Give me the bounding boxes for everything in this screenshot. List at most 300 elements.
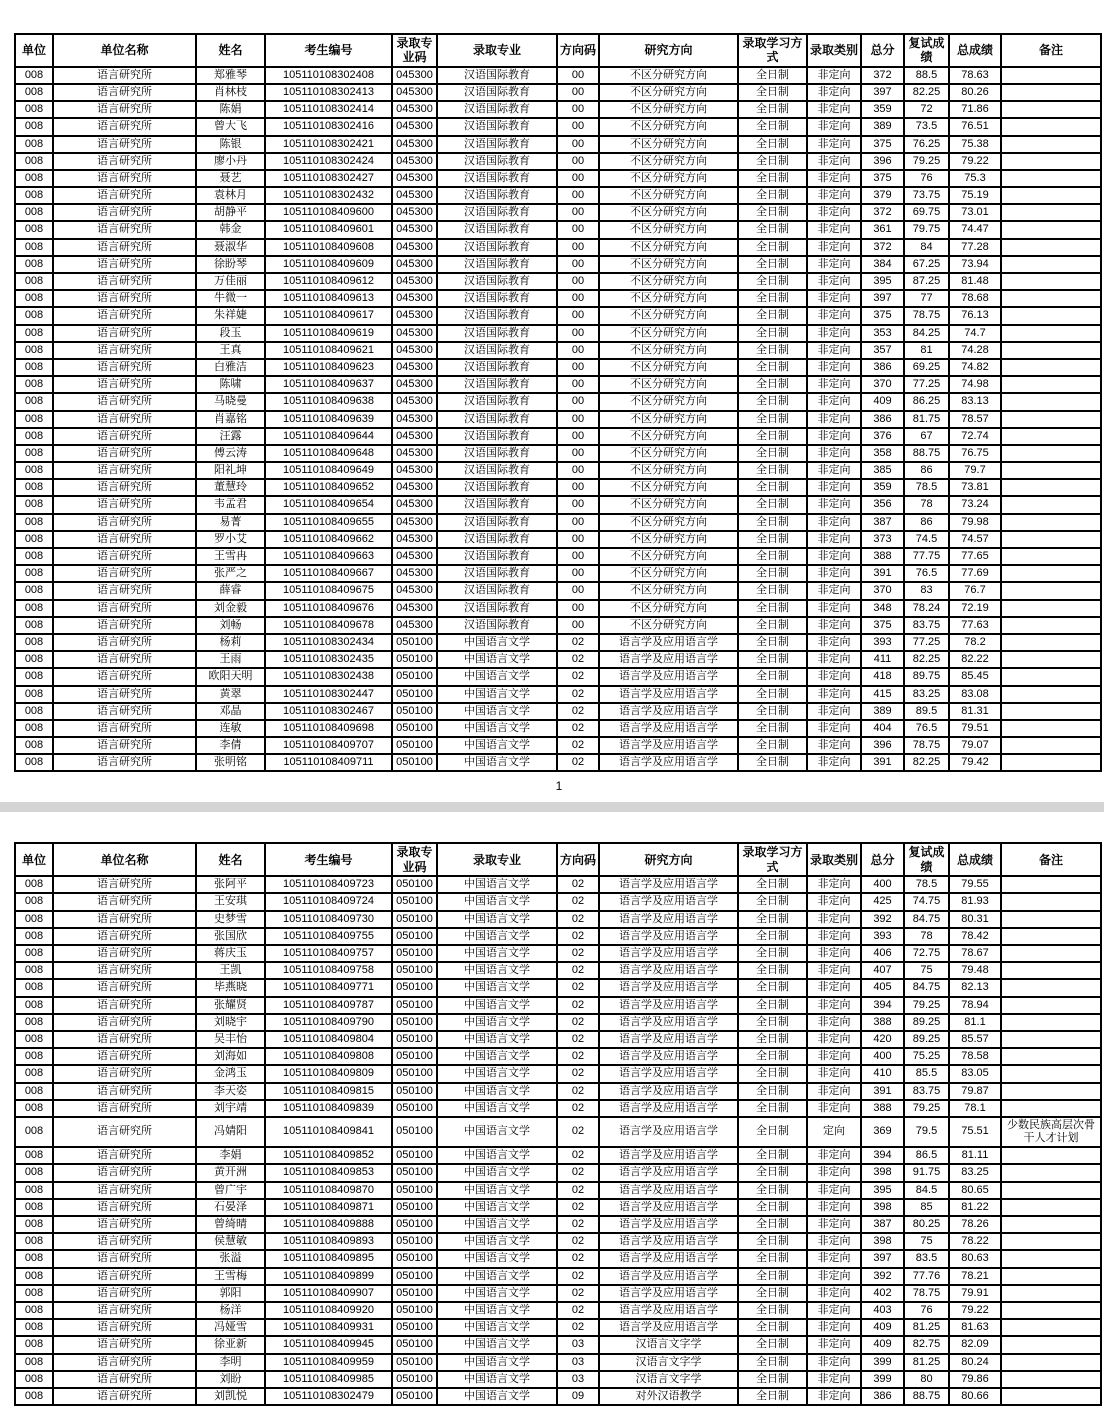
major-code-cell: 050100 xyxy=(392,1285,437,1302)
category-cell: 非定向 xyxy=(807,153,861,170)
candidate-id-cell: 105110108409895 xyxy=(265,1250,392,1267)
final-score-cell: 74.7 xyxy=(949,325,1001,342)
unit-cell: 008 xyxy=(15,411,53,428)
study-mode-cell: 全日制 xyxy=(738,1031,807,1048)
retest-score-cell: 74.75 xyxy=(904,893,949,910)
major-cell: 汉语国际教育 xyxy=(437,273,557,290)
final-score-cell: 73.94 xyxy=(949,256,1001,273)
major-cell: 中国语言文学 xyxy=(437,1388,557,1405)
major-cell: 中国语言文学 xyxy=(437,1014,557,1031)
final-score-cell: 75.38 xyxy=(949,136,1001,153)
major-code-cell: 050100 xyxy=(392,1302,437,1319)
table-row xyxy=(15,479,1101,496)
major-cell: 中国语言文学 xyxy=(437,1117,557,1147)
direction-code-cell: 03 xyxy=(557,1371,599,1388)
research-direction-cell: 语言学及应用语言学 xyxy=(599,1014,738,1031)
total-score-cell: 385 xyxy=(861,462,904,479)
total-score-cell: 386 xyxy=(861,411,904,428)
name-cell: 徐亚新 xyxy=(196,1336,265,1353)
retest-score-cell: 78.75 xyxy=(904,307,949,324)
remark-cell xyxy=(1001,376,1101,393)
research-direction-cell: 不区分研究方向 xyxy=(599,325,738,342)
direction-code-cell: 02 xyxy=(557,928,599,945)
direction-code-cell: 00 xyxy=(557,118,599,135)
remark-cell xyxy=(1001,445,1101,462)
candidate-id-cell: 105110108409652 xyxy=(265,479,392,496)
total-score-cell: 387 xyxy=(861,514,904,531)
research-direction-cell: 不区分研究方向 xyxy=(599,153,738,170)
research-direction-cell: 语言学及应用语言学 xyxy=(599,703,738,720)
header-row xyxy=(15,34,1101,67)
study-mode-cell: 全日制 xyxy=(738,204,807,221)
research-direction-cell: 不区分研究方向 xyxy=(599,582,738,599)
research-direction-cell: 不区分研究方向 xyxy=(599,239,738,256)
major-cell: 汉语国际教育 xyxy=(437,84,557,101)
unit-cell: 008 xyxy=(15,514,53,531)
unit-cell: 008 xyxy=(15,342,53,359)
unit-cell: 008 xyxy=(15,737,53,754)
study-mode-cell: 全日制 xyxy=(738,531,807,548)
retest-score-cell: 67 xyxy=(904,428,949,445)
table-row xyxy=(15,703,1101,720)
unit-name-cell: 语言研究所 xyxy=(53,462,196,479)
remark-cell xyxy=(1001,876,1101,893)
unit-name-cell: 语言研究所 xyxy=(53,1065,196,1082)
final-score-cell: 74.98 xyxy=(949,376,1001,393)
candidate-id-cell: 105110108409649 xyxy=(265,462,392,479)
research-direction-cell: 语言学及应用语言学 xyxy=(599,997,738,1014)
direction-code-cell: 02 xyxy=(557,911,599,928)
unit-name-cell: 语言研究所 xyxy=(53,239,196,256)
research-direction-cell: 语言学及应用语言学 xyxy=(599,686,738,703)
name-cell: 张阿平 xyxy=(196,876,265,893)
direction-code-cell: 00 xyxy=(557,514,599,531)
final-score-cell: 79.98 xyxy=(949,514,1001,531)
table-row xyxy=(15,1117,1101,1147)
study-mode-cell: 全日制 xyxy=(738,256,807,273)
research-direction-cell: 语言学及应用语言学 xyxy=(599,1216,738,1233)
total-score-cell: 375 xyxy=(861,136,904,153)
name-cell: 肖嘉铭 xyxy=(196,411,265,428)
total-score-cell: 396 xyxy=(861,153,904,170)
name-cell: 朱祥婕 xyxy=(196,307,265,324)
final-score-cell: 80.66 xyxy=(949,1388,1001,1405)
unit-cell: 008 xyxy=(15,359,53,376)
name-cell: 段玉 xyxy=(196,325,265,342)
table-row xyxy=(15,496,1101,513)
direction-code-cell: 02 xyxy=(557,634,599,651)
total-score-cell: 397 xyxy=(861,290,904,307)
major-cell: 汉语国际教育 xyxy=(437,359,557,376)
final-score-cell: 78.58 xyxy=(949,1048,1001,1065)
unit-name-cell: 语言研究所 xyxy=(53,634,196,651)
remark-cell xyxy=(1001,1319,1101,1336)
candidate-id-cell: 105110108409893 xyxy=(265,1233,392,1250)
column-header-name: 姓名 xyxy=(196,34,265,67)
retest-score-cell: 77.25 xyxy=(904,634,949,651)
retest-score-cell: 87.25 xyxy=(904,273,949,290)
study-mode-cell: 全日制 xyxy=(738,617,807,634)
major-code-cell: 045300 xyxy=(392,325,437,342)
final-score-cell: 82.09 xyxy=(949,1336,1001,1353)
research-direction-cell: 语言学及应用语言学 xyxy=(599,893,738,910)
name-cell: 傅云涛 xyxy=(196,445,265,462)
final-score-cell: 76.51 xyxy=(949,118,1001,135)
name-cell: 牛微一 xyxy=(196,290,265,307)
major-code-cell: 045300 xyxy=(392,393,437,410)
category-cell: 非定向 xyxy=(807,187,861,204)
name-cell: 杨莉 xyxy=(196,634,265,651)
major-cell: 汉语国际教育 xyxy=(437,307,557,324)
candidate-id-cell: 105110108302432 xyxy=(265,187,392,204)
unit-name-cell: 语言研究所 xyxy=(53,496,196,513)
research-direction-cell: 不区分研究方向 xyxy=(599,359,738,376)
column-header-final-score: 总成绩 xyxy=(949,843,1001,876)
category-cell: 非定向 xyxy=(807,651,861,668)
name-cell: 易菁 xyxy=(196,514,265,531)
final-score-cell: 73.01 xyxy=(949,204,1001,221)
major-code-cell: 045300 xyxy=(392,239,437,256)
major-code-cell: 045300 xyxy=(392,256,437,273)
table-row xyxy=(15,668,1101,685)
column-header-research-direction: 研究方向 xyxy=(599,843,738,876)
major-cell: 中国语言文学 xyxy=(437,1319,557,1336)
unit-cell: 008 xyxy=(15,187,53,204)
candidate-id-cell: 105110108302467 xyxy=(265,703,392,720)
category-cell: 非定向 xyxy=(807,1371,861,1388)
major-cell: 中国语言文学 xyxy=(437,634,557,651)
research-direction-cell: 语言学及应用语言学 xyxy=(599,928,738,945)
major-cell: 中国语言文学 xyxy=(437,1100,557,1117)
unit-name-cell: 语言研究所 xyxy=(53,703,196,720)
study-mode-cell: 全日制 xyxy=(738,170,807,187)
retest-score-cell: 88.75 xyxy=(904,1388,949,1405)
major-code-cell: 050100 xyxy=(392,668,437,685)
retest-score-cell: 79.25 xyxy=(904,153,949,170)
major-code-cell: 045300 xyxy=(392,204,437,221)
remark-cell xyxy=(1001,911,1101,928)
category-cell: 非定向 xyxy=(807,1199,861,1216)
major-cell: 中国语言文学 xyxy=(437,1233,557,1250)
category-cell: 非定向 xyxy=(807,962,861,979)
research-direction-cell: 不区分研究方向 xyxy=(599,376,738,393)
name-cell: 王安琪 xyxy=(196,893,265,910)
direction-code-cell: 00 xyxy=(557,496,599,513)
major-code-cell: 045300 xyxy=(392,582,437,599)
category-cell: 非定向 xyxy=(807,256,861,273)
retest-score-cell: 84.75 xyxy=(904,979,949,996)
retest-score-cell: 84.5 xyxy=(904,1182,949,1199)
retest-score-cell: 78.75 xyxy=(904,1285,949,1302)
remark-cell xyxy=(1001,651,1101,668)
unit-name-cell: 语言研究所 xyxy=(53,290,196,307)
remark-cell xyxy=(1001,754,1101,771)
final-score-cell: 75.51 xyxy=(949,1117,1001,1147)
name-cell: 胡静平 xyxy=(196,204,265,221)
unit-name-cell: 语言研究所 xyxy=(53,1268,196,1285)
retest-score-cell: 78.5 xyxy=(904,479,949,496)
name-cell: 廖小丹 xyxy=(196,153,265,170)
retest-score-cell: 76.25 xyxy=(904,136,949,153)
study-mode-cell: 全日制 xyxy=(738,1388,807,1405)
retest-score-cell: 86.5 xyxy=(904,1147,949,1164)
category-cell: 非定向 xyxy=(807,445,861,462)
name-cell: 陈啸 xyxy=(196,376,265,393)
remark-cell xyxy=(1001,617,1101,634)
candidate-id-cell: 105110108409678 xyxy=(265,617,392,634)
candidate-id-cell: 105110108409638 xyxy=(265,393,392,410)
category-cell: 非定向 xyxy=(807,479,861,496)
major-cell: 汉语国际教育 xyxy=(437,101,557,118)
unit-name-cell: 语言研究所 xyxy=(53,325,196,342)
total-score-cell: 384 xyxy=(861,256,904,273)
final-score-cell: 76.13 xyxy=(949,307,1001,324)
retest-score-cell: 86 xyxy=(904,462,949,479)
study-mode-cell: 全日制 xyxy=(738,928,807,945)
table-row xyxy=(15,962,1101,979)
unit-cell: 008 xyxy=(15,1065,53,1082)
study-mode-cell: 全日制 xyxy=(738,1285,807,1302)
research-direction-cell: 语言学及应用语言学 xyxy=(599,634,738,651)
category-cell: 非定向 xyxy=(807,359,861,376)
direction-code-cell: 02 xyxy=(557,1250,599,1267)
candidate-id-cell: 105110108409920 xyxy=(265,1302,392,1319)
major-cell: 汉语国际教育 xyxy=(437,136,557,153)
candidate-id-cell: 105110108409724 xyxy=(265,893,392,910)
name-cell: 黄翠 xyxy=(196,686,265,703)
candidate-id-cell: 105110108409663 xyxy=(265,548,392,565)
candidate-id-cell: 105110108409608 xyxy=(265,239,392,256)
category-cell: 非定向 xyxy=(807,221,861,238)
direction-code-cell: 03 xyxy=(557,1336,599,1353)
research-direction-cell: 语言学及应用语言学 xyxy=(599,1048,738,1065)
candidate-id-cell: 105110108302479 xyxy=(265,1388,392,1405)
major-cell: 中国语言文学 xyxy=(437,668,557,685)
major-code-cell: 050100 xyxy=(392,876,437,893)
direction-code-cell: 00 xyxy=(557,359,599,376)
study-mode-cell: 全日制 xyxy=(738,325,807,342)
direction-code-cell: 00 xyxy=(557,565,599,582)
unit-name-cell: 语言研究所 xyxy=(53,1319,196,1336)
final-score-cell: 83.13 xyxy=(949,393,1001,410)
total-score-cell: 398 xyxy=(861,1164,904,1181)
research-direction-cell: 语言学及应用语言学 xyxy=(599,651,738,668)
name-cell: 聂淑华 xyxy=(196,239,265,256)
direction-code-cell: 02 xyxy=(557,893,599,910)
remark-cell xyxy=(1001,565,1101,582)
total-score-cell: 353 xyxy=(861,325,904,342)
direction-code-cell: 02 xyxy=(557,979,599,996)
candidate-id-cell: 105110108409959 xyxy=(265,1354,392,1371)
research-direction-cell: 不区分研究方向 xyxy=(599,514,738,531)
total-score-cell: 369 xyxy=(861,1117,904,1147)
table-row xyxy=(15,754,1101,771)
candidate-id-cell: 105110108409852 xyxy=(265,1147,392,1164)
retest-score-cell: 91.75 xyxy=(904,1164,949,1181)
major-code-cell: 050100 xyxy=(392,1268,437,1285)
unit-name-cell: 语言研究所 xyxy=(53,1147,196,1164)
total-score-cell: 370 xyxy=(861,582,904,599)
table-row xyxy=(15,997,1101,1014)
retest-score-cell: 77.75 xyxy=(904,548,949,565)
major-code-cell: 050100 xyxy=(392,945,437,962)
research-direction-cell: 不区分研究方向 xyxy=(599,67,738,84)
major-code-cell: 050100 xyxy=(392,720,437,737)
direction-code-cell: 02 xyxy=(557,1014,599,1031)
category-cell: 非定向 xyxy=(807,531,861,548)
unit-cell: 008 xyxy=(15,307,53,324)
column-header-unit: 单位 xyxy=(15,843,53,876)
name-cell: 袁林月 xyxy=(196,187,265,204)
category-cell: 非定向 xyxy=(807,1354,861,1371)
direction-code-cell: 02 xyxy=(557,720,599,737)
research-direction-cell: 不区分研究方向 xyxy=(599,600,738,617)
header-row xyxy=(15,843,1101,876)
retest-score-cell: 88.5 xyxy=(904,67,949,84)
table-row xyxy=(15,393,1101,410)
major-cell: 汉语国际教育 xyxy=(437,153,557,170)
retest-score-cell: 78.24 xyxy=(904,600,949,617)
major-code-cell: 045300 xyxy=(392,307,437,324)
unit-name-cell: 语言研究所 xyxy=(53,979,196,996)
remark-cell xyxy=(1001,686,1101,703)
study-mode-cell: 全日制 xyxy=(738,445,807,462)
remark-cell xyxy=(1001,893,1101,910)
remark-cell xyxy=(1001,307,1101,324)
total-score-cell: 388 xyxy=(861,1100,904,1117)
unit-cell: 008 xyxy=(15,290,53,307)
study-mode-cell: 全日制 xyxy=(738,686,807,703)
candidate-id-cell: 105110108409698 xyxy=(265,720,392,737)
name-cell: 王凯 xyxy=(196,962,265,979)
total-score-cell: 397 xyxy=(861,84,904,101)
direction-code-cell: 00 xyxy=(557,307,599,324)
table-row xyxy=(15,911,1101,928)
research-direction-cell: 不区分研究方向 xyxy=(599,273,738,290)
major-cell: 汉语国际教育 xyxy=(437,428,557,445)
direction-code-cell: 02 xyxy=(557,737,599,754)
column-header-retest-score: 复试成绩 xyxy=(904,843,949,876)
total-score-cell: 372 xyxy=(861,67,904,84)
unit-cell: 008 xyxy=(15,1147,53,1164)
direction-code-cell: 00 xyxy=(557,617,599,634)
category-cell: 非定向 xyxy=(807,411,861,428)
name-cell: 张严之 xyxy=(196,565,265,582)
direction-code-cell: 02 xyxy=(557,1216,599,1233)
major-code-cell: 050100 xyxy=(392,1164,437,1181)
major-code-cell: 050100 xyxy=(392,1065,437,1082)
table-row xyxy=(15,1268,1101,1285)
category-cell: 非定向 xyxy=(807,204,861,221)
retest-score-cell: 76.5 xyxy=(904,565,949,582)
candidate-id-cell: 105110108302434 xyxy=(265,634,392,651)
unit-cell: 008 xyxy=(15,1354,53,1371)
unit-name-cell: 语言研究所 xyxy=(53,1388,196,1405)
remark-cell xyxy=(1001,428,1101,445)
unit-name-cell: 语言研究所 xyxy=(53,187,196,204)
total-score-cell: 379 xyxy=(861,187,904,204)
candidate-id-cell: 105110108409730 xyxy=(265,911,392,928)
remark-cell xyxy=(1001,479,1101,496)
retest-score-cell: 83.25 xyxy=(904,686,949,703)
direction-code-cell: 00 xyxy=(557,325,599,342)
research-direction-cell: 语言学及应用语言学 xyxy=(599,1147,738,1164)
table-row xyxy=(15,342,1101,359)
table-row xyxy=(15,651,1101,668)
study-mode-cell: 全日制 xyxy=(738,462,807,479)
study-mode-cell: 全日制 xyxy=(738,651,807,668)
direction-code-cell: 00 xyxy=(557,462,599,479)
research-direction-cell: 不区分研究方向 xyxy=(599,565,738,582)
category-cell: 非定向 xyxy=(807,1048,861,1065)
category-cell: 非定向 xyxy=(807,720,861,737)
major-cell: 汉语国际教育 xyxy=(437,462,557,479)
total-score-cell: 418 xyxy=(861,668,904,685)
unit-cell: 008 xyxy=(15,1199,53,1216)
remark-cell xyxy=(1001,118,1101,135)
retest-score-cell: 89.25 xyxy=(904,1014,949,1031)
remark-cell xyxy=(1001,84,1101,101)
retest-score-cell: 83.5 xyxy=(904,1250,949,1267)
major-cell: 中国语言文学 xyxy=(437,1147,557,1164)
unit-name-cell: 语言研究所 xyxy=(53,411,196,428)
direction-code-cell: 00 xyxy=(557,170,599,187)
candidate-id-cell: 105110108409711 xyxy=(265,754,392,771)
major-cell: 中国语言文学 xyxy=(437,1268,557,1285)
final-score-cell: 78.21 xyxy=(949,1268,1001,1285)
research-direction-cell: 汉语言文字学 xyxy=(599,1371,738,1388)
table-row xyxy=(15,101,1101,118)
total-score-cell: 406 xyxy=(861,945,904,962)
name-cell: 蒋庆玉 xyxy=(196,945,265,962)
candidate-id-cell: 105110108409804 xyxy=(265,1031,392,1048)
unit-cell: 008 xyxy=(15,273,53,290)
retest-score-cell: 75.25 xyxy=(904,1048,949,1065)
study-mode-cell: 全日制 xyxy=(738,359,807,376)
research-direction-cell: 语言学及应用语言学 xyxy=(599,945,738,962)
category-cell: 非定向 xyxy=(807,1014,861,1031)
retest-score-cell: 77.76 xyxy=(904,1268,949,1285)
category-cell: 非定向 xyxy=(807,893,861,910)
major-code-cell: 050100 xyxy=(392,1250,437,1267)
retest-score-cell: 75 xyxy=(904,1233,949,1250)
remark-cell xyxy=(1001,1268,1101,1285)
direction-code-cell: 00 xyxy=(557,531,599,548)
major-code-cell: 050100 xyxy=(392,703,437,720)
name-cell: 毕燕晓 xyxy=(196,979,265,996)
study-mode-cell: 全日制 xyxy=(738,565,807,582)
study-mode-cell: 全日制 xyxy=(738,376,807,393)
unit-name-cell: 语言研究所 xyxy=(53,514,196,531)
final-score-cell: 79.22 xyxy=(949,153,1001,170)
major-cell: 汉语国际教育 xyxy=(437,342,557,359)
research-direction-cell: 不区分研究方向 xyxy=(599,462,738,479)
major-cell: 中国语言文学 xyxy=(437,876,557,893)
remark-cell xyxy=(1001,1065,1101,1082)
unit-name-cell: 语言研究所 xyxy=(53,600,196,617)
table-row xyxy=(15,1014,1101,1031)
remark-cell xyxy=(1001,1048,1101,1065)
name-cell: 汪露 xyxy=(196,428,265,445)
remark-cell xyxy=(1001,221,1101,238)
candidate-id-cell: 105110108302421 xyxy=(265,136,392,153)
final-score-cell: 79.07 xyxy=(949,737,1001,754)
name-cell: 徐盼琴 xyxy=(196,256,265,273)
unit-cell: 008 xyxy=(15,668,53,685)
total-score-cell: 388 xyxy=(861,1014,904,1031)
major-cell: 汉语国际教育 xyxy=(437,118,557,135)
research-direction-cell: 语言学及应用语言学 xyxy=(599,1285,738,1302)
